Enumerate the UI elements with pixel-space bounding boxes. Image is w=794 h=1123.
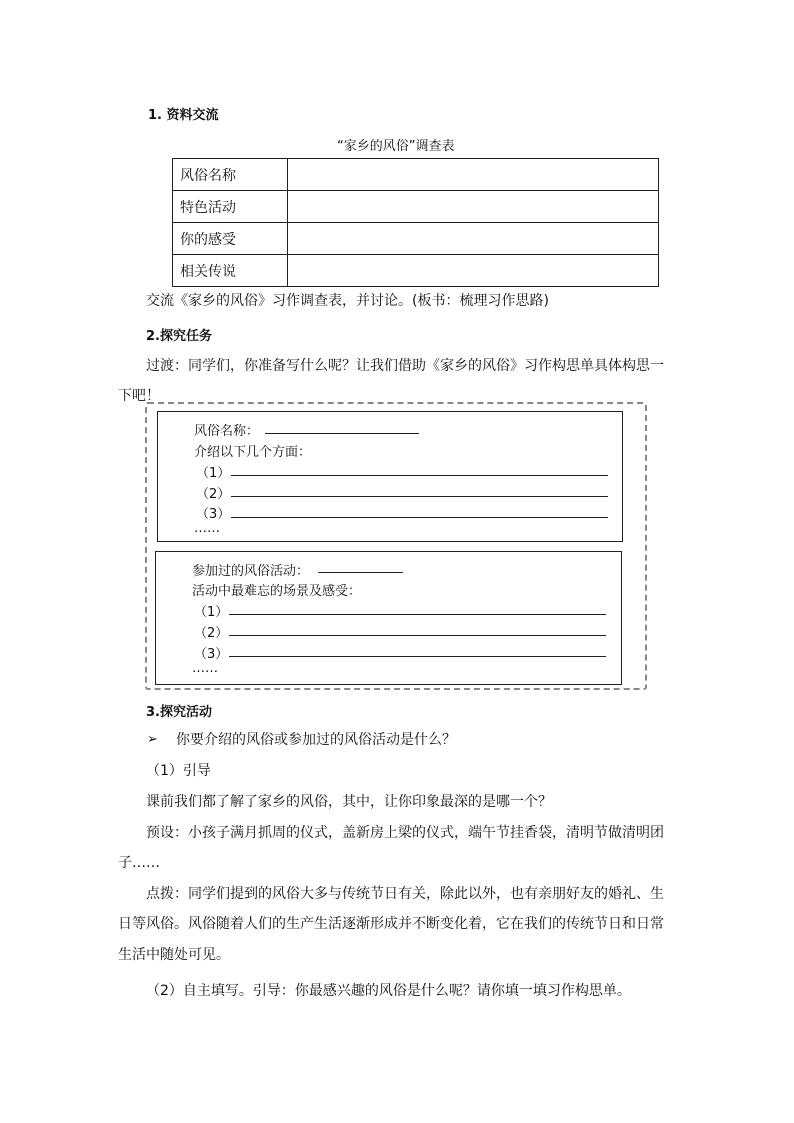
- table-row: [173, 191, 659, 223]
- section1-heading: 1. 资料交流: [148, 108, 219, 123]
- form2-intro: 活动中最难忘的场景及感受：: [192, 584, 362, 599]
- section3-heading: 3.探究活动: [146, 705, 212, 720]
- table-row-label: 特色活动: [173, 191, 288, 223]
- form1-ellipsis: ……: [194, 521, 220, 536]
- section2-heading: 2.探究任务: [146, 329, 212, 344]
- form1-item-2-blank[interactable]: [231, 496, 608, 497]
- form1-item-2-number: （2）: [196, 487, 231, 502]
- arrow-bullet-icon: ➢: [147, 732, 158, 747]
- preset-line1: 预设：小孩子满月抓周的仪式，盖新房上梁的仪式，端午节挂香袋，清明节做清明团: [146, 825, 664, 841]
- form2-item-2-blank[interactable]: [229, 635, 606, 636]
- tip-line2: 日等风俗。风俗随着人们的生产生活逐渐形成并不断变化着，它在我们的传统节日和日常: [118, 916, 664, 932]
- custom-name-blank[interactable]: [265, 433, 419, 434]
- table-row: [173, 223, 659, 255]
- table-row: [173, 159, 659, 191]
- activity-blank[interactable]: [318, 572, 403, 573]
- table-row-label: 相关传说: [173, 255, 288, 287]
- table-caption: “家乡的风俗”调查表: [337, 139, 455, 154]
- form2-ellipsis: ……: [192, 661, 218, 676]
- transition-line1: 过渡：同学们，你准备写什么呢？让我们借助《家乡的风俗》习作构思单具体构思一: [146, 358, 664, 374]
- form2-item-3-number: （3）: [194, 647, 229, 662]
- table-row-label: 风俗名称: [173, 159, 288, 191]
- form1-intro: 介绍以下几个方面：: [194, 445, 312, 460]
- tip-line3: 生活中随处可见。: [118, 947, 230, 963]
- tip-line1: 点拨：同学们提到的风俗大多与传统节日有关，除此以外，也有亲朋好友的婚礼、生: [146, 886, 664, 902]
- activity-label: 参加过的风俗活动：: [192, 564, 310, 579]
- form2-item-3-blank[interactable]: [229, 656, 606, 657]
- table-row-label: 你的感受: [173, 223, 288, 255]
- form2-item-1-number: （1）: [194, 605, 229, 620]
- sub-step-2: （2）自主填写。引导：你最感兴趣的风俗是什么呢？请你填一填习作构思单。: [146, 983, 631, 999]
- table-cell-empty: [288, 191, 659, 223]
- form2-item-1-blank[interactable]: [229, 614, 606, 615]
- after-table-text: 交流《家乡的风俗》习作调查表，并讨论。(板书：梳理习作思路): [146, 293, 549, 309]
- form1-item-3-blank[interactable]: [231, 517, 608, 518]
- form1-item-1-number: （1）: [196, 466, 231, 481]
- transition-line2: 下吧！: [118, 388, 160, 404]
- bullet-question: 你要介绍的风俗或参加过的风俗活动是什么？: [176, 732, 456, 748]
- table-cell-empty: [288, 159, 659, 191]
- preset-line2: 子……: [118, 855, 160, 871]
- form1-item-3-number: （3）: [196, 507, 231, 522]
- survey-table: [172, 158, 659, 287]
- form2-item-2-number: （2）: [194, 626, 229, 641]
- guide-question: 课前我们都了解了家乡的风俗，其中，让你印象最深的是哪一个？: [146, 794, 552, 810]
- table-cell-empty: [288, 223, 659, 255]
- custom-name-label: 风俗名称：: [194, 424, 260, 439]
- table-row: [173, 255, 659, 287]
- sub-step-1: （1）引导: [146, 763, 211, 779]
- table-cell-empty: [288, 255, 659, 287]
- form1-item-1-blank[interactable]: [231, 475, 608, 476]
